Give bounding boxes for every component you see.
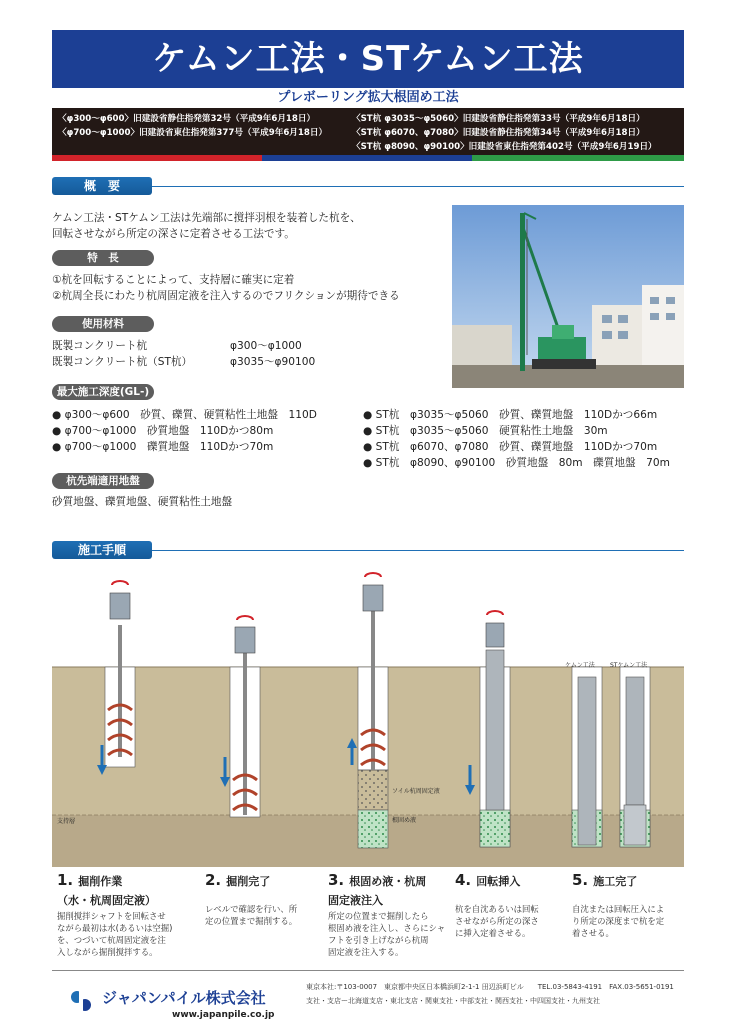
- step-number: 4.: [455, 871, 472, 889]
- label-support-layer: 支持層: [57, 818, 76, 825]
- approval-right-2: 〈ST杭 φ6070、φ7080〉旧建設省静住指発第34号（平成9年6月18日）: [352, 128, 645, 138]
- material-range-2: φ3035〜φ90100: [230, 356, 316, 368]
- page-subtitle: プレボーリング拡大根固め工法: [52, 88, 684, 108]
- step-title: 施工完了: [593, 875, 638, 888]
- step-1: [57, 870, 182, 958]
- depth-left-1: ● φ300〜φ600 砂質、礫質、硬質粘性土地盤 110D: [52, 409, 317, 421]
- overview-heading: 概 要: [52, 177, 152, 195]
- step-desc: 自沈または回転圧入によ り所定の深度まで杭を定 着させる。: [572, 904, 665, 938]
- step-desc: レベルで確認を行い、所 定の位置まで掘削する。: [205, 904, 298, 926]
- tip-ground-text: 砂質地盤、礫質地盤、硬質粘性土地盤: [52, 496, 233, 508]
- depth-right-4: ● ST杭 φ8090、φ90100 砂質地盤 80m 礫質地盤 70m: [363, 457, 670, 469]
- accent-bar-green: [472, 155, 684, 161]
- label-kemun: ケムン工法: [565, 662, 595, 669]
- step-title: 掘削完了: [226, 875, 271, 888]
- overview-text-1: ケムン工法・STケムン工法は先端部に撹拌羽根を装着した杭を、: [52, 212, 361, 224]
- depth-right-1: ● ST杭 φ3035〜φ5060 砂質、礫質地盤 110Dかつ66m: [363, 409, 658, 421]
- step-number: 3.: [328, 871, 345, 889]
- depth-right-2: ● ST杭 φ3035〜φ5060 硬質粘性土地盤 30m: [363, 425, 608, 437]
- step-number: 5.: [572, 871, 589, 889]
- approval-right-3: 〈ST杭 φ8090、φ90100〉旧建設省東住指発第402号（平成9年6月19日）: [352, 142, 657, 152]
- footer-branches: 支社・支店ー北海道支店・東北支店・関東支社・中部支社・関西支社・中四国支社・九州支社: [306, 997, 600, 1005]
- feature-item-2: ②杭周全長にわたり杭周固定液を注入するのでフリクションが期待できる: [52, 290, 400, 302]
- feature-item-1: ①杭を回転することによって、支持層に確実に定着: [52, 274, 295, 286]
- step-5: [572, 870, 684, 939]
- step-desc: 掘削撹拌シャフトを回転させ ながら最初は水(あるいは空掘) を、つづいて杭周固定液を注 入しながら掘削撹拌する。: [57, 911, 173, 957]
- approval-banner: [52, 108, 684, 155]
- approval-right-1: 〈ST杭 φ3035〜φ5060〉旧建設省静住指発第33号（平成9年6月18日）: [352, 114, 645, 124]
- approval-left-1: 〈φ300〜φ600〉旧建設省静住指発第32号（平成9年6月18日）: [58, 114, 316, 124]
- material-name-2: 既製コンクリート杭（ST杭）: [52, 356, 193, 368]
- step-desc: 所定の位置まで掘削したら 根固め液を注入し、さらにシャ フトを引き上げながら杭周 固定液を注入する。: [328, 911, 446, 957]
- depth-left-3: ● φ700〜φ1000 礫質地盤 110Dかつ70m: [52, 441, 274, 453]
- step-title: 掘削作業 （水・杭周固定液）: [57, 875, 156, 907]
- label-root-fix: 根固め液: [392, 817, 417, 824]
- material-range-1: φ300〜φ1000: [230, 340, 302, 352]
- pile-rig-photo: [452, 205, 684, 388]
- approval-left-2: 〈φ700〜φ1000〉旧建設省東住指発第377号（平成9年6月18日）: [58, 128, 328, 138]
- step-3: [328, 870, 448, 958]
- procedure-heading: 施工手順: [52, 541, 152, 559]
- materials-heading: 使用材料: [52, 316, 154, 332]
- page-title: ケムン工法・STケムン工法: [52, 30, 684, 88]
- step-title: 根固め液・杭周 固定液注入: [328, 875, 427, 907]
- step-title: 回転挿入: [476, 875, 521, 888]
- step-2: [205, 870, 305, 927]
- accent-bar-red: [52, 155, 262, 161]
- max-depth-heading: 最大施工深度(GL-): [52, 384, 154, 400]
- step-number: 2.: [205, 871, 222, 889]
- depth-right-3: ● ST杭 φ6070、φ7080 砂質、礫質地盤 110Dかつ70m: [363, 441, 658, 453]
- depth-left-2: ● φ700〜φ1000 砂質地盤 110Dかつ80m: [52, 425, 274, 437]
- company-logo-icon: [68, 988, 94, 1014]
- label-st-kemun: STケムン工法: [610, 662, 648, 669]
- label-soil-cement: ソイル杭周固定液: [392, 788, 440, 795]
- step-desc: 杭を自沈あるいは回転 させながら所定の深さ に挿入定着させる。: [455, 904, 539, 938]
- accent-bar-blue: [262, 155, 472, 161]
- material-name-1: 既製コンクリート杭: [52, 340, 148, 352]
- footer-divider: [52, 970, 684, 971]
- step-number: 1.: [57, 871, 74, 889]
- step-4: [455, 870, 555, 939]
- features-heading: 特 長: [52, 250, 154, 266]
- footer-address: 東京本社:〒103-0007 東京都中央区日本橋浜町2-1-1 田辺浜町ビル TEL.03-5843-4191 FAX.03-5651-0191: [306, 983, 674, 991]
- procedure-diagram: [52, 565, 684, 870]
- company-url[interactable]: www.japanpile.co.jp: [172, 1010, 275, 1020]
- overview-text-2: 回転させながら所定の深さに定着させる工法です。: [52, 228, 295, 240]
- company-name: ジャパンパイル株式会社: [102, 989, 266, 1007]
- tip-ground-heading: 杭先端適用地盤: [52, 473, 154, 489]
